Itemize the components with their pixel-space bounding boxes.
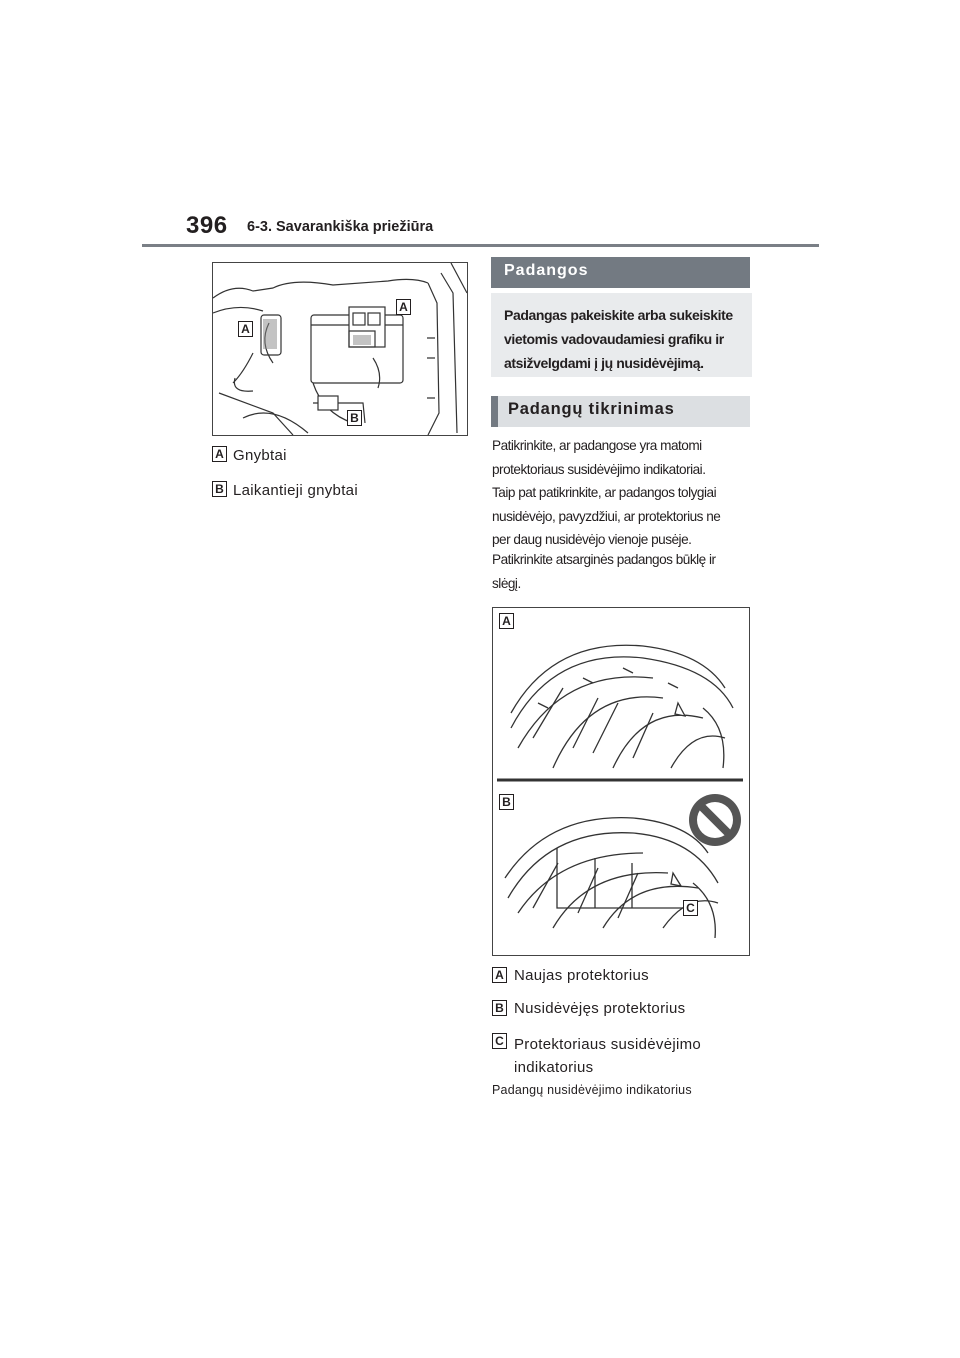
section-title: 6-3. Savarankiška priežiūra	[247, 219, 434, 235]
legend-key-b: B	[492, 1000, 507, 1016]
tread-illustration	[493, 608, 749, 955]
paragraph-line: nusidėvėjo, pavyzdžiui, ar protektorius ne	[492, 508, 721, 524]
paragraph-line: Patikrinkite atsarginės padangos būklę ir	[492, 552, 716, 567]
info-line: Padangas pakeiskite arba sukeiskite	[504, 307, 733, 323]
legend-key-b: B	[212, 481, 227, 497]
prohibition-icon	[689, 794, 741, 846]
tread-wear-figure	[492, 607, 750, 956]
legend-key-c: C	[492, 1033, 507, 1049]
callout-a-right: A	[396, 299, 411, 315]
legend-key-a: A	[212, 446, 227, 462]
paragraph-line: Patikrinkite, ar padangose yra matomi	[492, 438, 702, 453]
legend-text-terminals: Gnybtai	[233, 447, 287, 464]
legend-text-worn-tread: Nusidėvėjęs protektorius	[514, 1000, 686, 1017]
info-line: vietomis vadovaudamiesi grafiku ir	[504, 331, 724, 347]
tires-info-box	[491, 293, 752, 377]
tire-check-paragraph	[492, 434, 720, 552]
callout-a-left: A	[238, 321, 253, 337]
page-number: 396	[186, 212, 228, 239]
callout-b: B	[499, 794, 514, 810]
callout-b: B	[347, 410, 362, 426]
battery-illustration	[213, 263, 467, 435]
tires-heading: Padangos	[491, 257, 750, 288]
figure-caption: Padangų nusidėvėjimo indikatorius	[492, 1083, 692, 1097]
paragraph-line: protektoriaus susidėvėjimo indikatoriai.	[492, 461, 706, 477]
legend-text-new-tread: Naujas protektorius	[514, 967, 649, 984]
info-line: atsižvelgdami į jų nusidėvėjimą.	[504, 355, 704, 371]
legend-line: indikatorius	[514, 1059, 594, 1076]
legend-text-wear-indicator	[514, 1033, 701, 1079]
legend-text-hold-down-clamps: Laikantieji gnybtai	[233, 482, 358, 499]
callout-a: A	[499, 613, 514, 629]
paragraph-line: per daug nusidėvėjo vienoje pusėje.	[492, 532, 692, 547]
paragraph-line: slėgį.	[492, 575, 521, 591]
paragraph-line: Taip pat patikrinkite, ar padangos tolygiai	[492, 485, 717, 500]
legend-line: Protektoriaus susidėvėjimo	[514, 1036, 702, 1053]
legend-key-a: A	[492, 967, 507, 983]
tire-check-heading: Padangų tikrinimas	[491, 396, 750, 427]
spare-tire-paragraph	[492, 548, 716, 595]
header-rule	[142, 244, 819, 247]
battery-terminals-figure	[212, 262, 468, 436]
callout-c: C	[683, 900, 698, 916]
